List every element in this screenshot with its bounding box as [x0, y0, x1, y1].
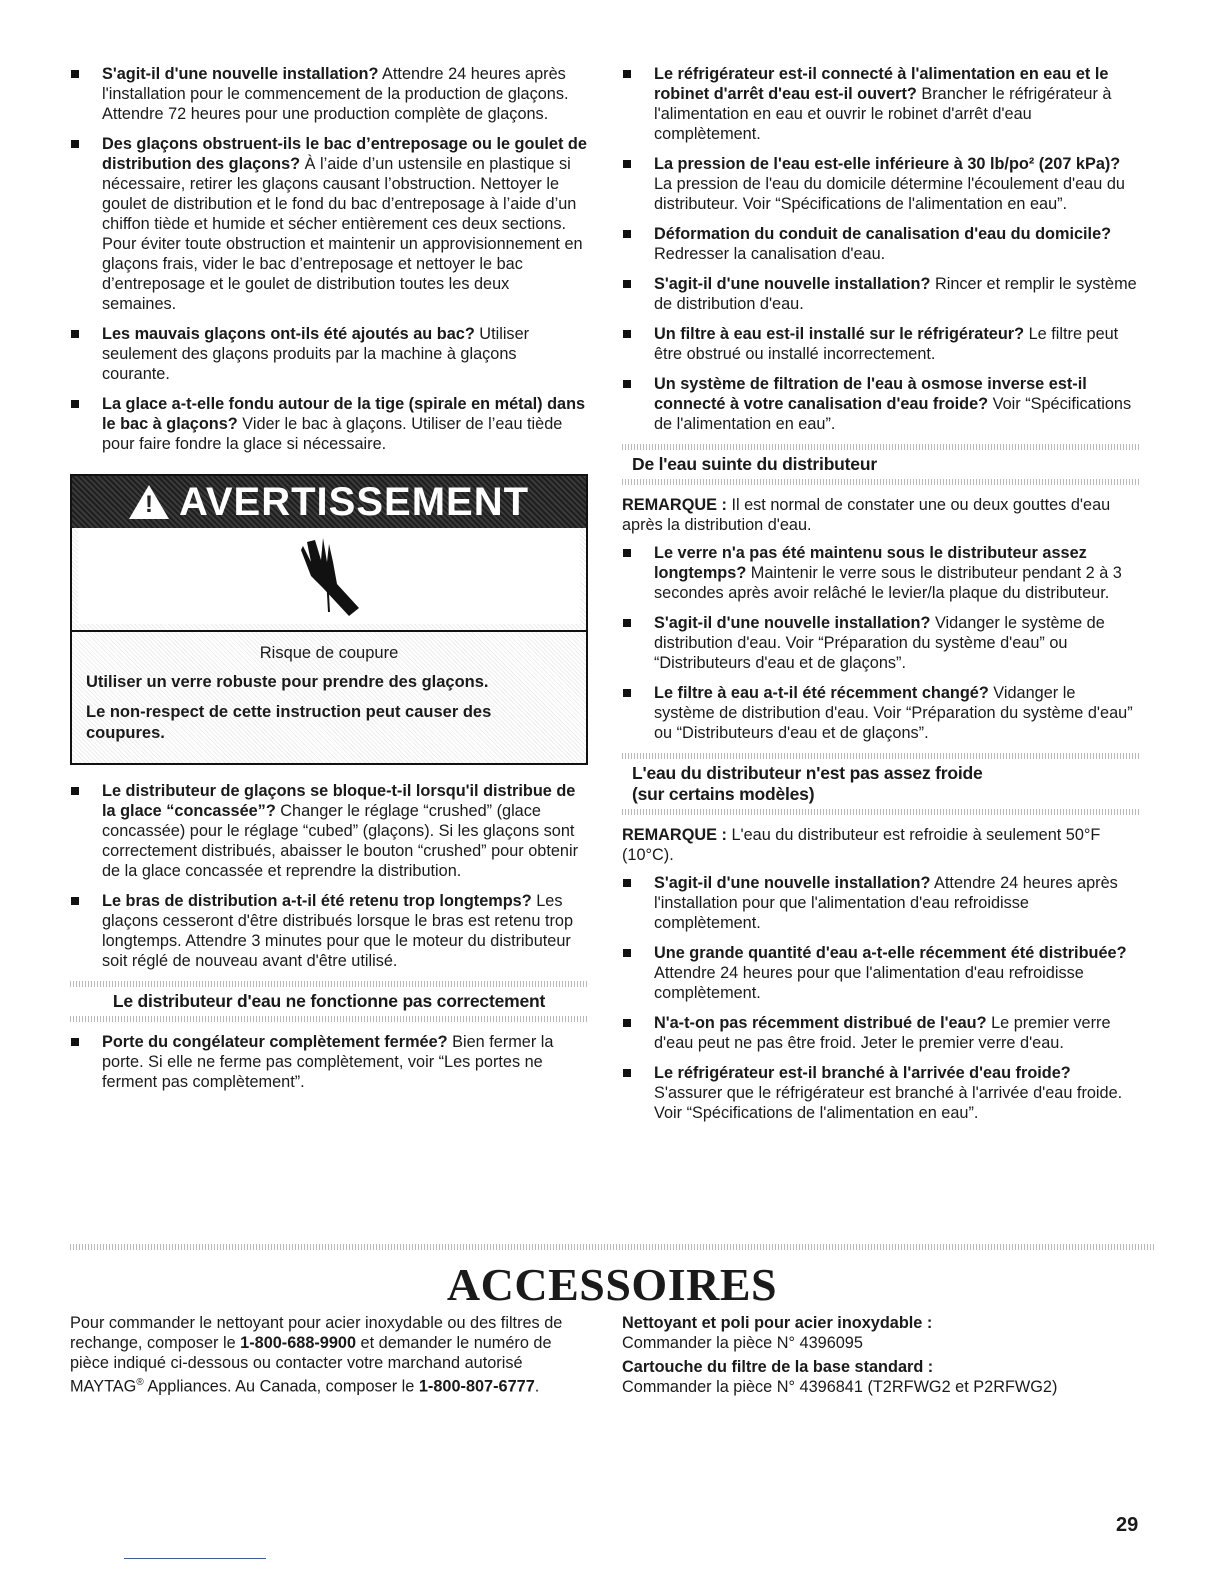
warning-instruction: Utiliser un verre robuste pour prendre des glaçons.	[86, 673, 489, 691]
warning-body	[72, 632, 586, 763]
warning-banner-text: AVERTISSEMENT	[178, 479, 530, 524]
dispenser-troubleshoot-list	[70, 781, 588, 971]
accessories-parts	[622, 1313, 1142, 1401]
accessories-title: ACCESSOIRES	[446, 1259, 778, 1310]
water-dispenser-list	[70, 1032, 588, 1092]
list-item: S'agit-il d'une nouvelle installation? Attendre 24 heures après l'installation pour le commencement de la production de glaçons. Attendre 72 heures pour une production complète de glaçons.	[70, 64, 588, 124]
warning-box	[70, 474, 588, 765]
divider	[70, 1016, 588, 1022]
left-column	[70, 64, 588, 1102]
note: REMARQUE : L'eau du distributeur est refroidie à seulement 50°F (10°C).	[622, 826, 1101, 864]
part-cleaner	[622, 1313, 1142, 1353]
list-item: Le bras de distribution a-t-il été retenu trop longtemps? Les glaçons cesseront d'être distribués lorsque le bras est retenu trop longtemps. Attendre 3 minutes pour que le moteur du distributeur soit réglé de nouveau avant d'être utilisé.	[70, 891, 588, 971]
part-number: Commander la pièce N° 4396095	[622, 1334, 863, 1352]
list-item: La glace a-t-elle fondu autour de la tige (spirale en métal) dans le bac à glaçons? Vider le bac à glaçons. Utiliser de l’eau tiède pour faire fondre la glace si nécessaire.	[70, 394, 588, 454]
cut-hand-icon	[293, 532, 365, 624]
footer-line	[124, 1558, 266, 1559]
divider	[70, 1244, 1154, 1250]
part-title: Cartouche du filtre de la base standard :	[622, 1358, 934, 1376]
list-item: S'agit-il d'une nouvelle installation? Vidanger le système de distribution d'eau. Voir “Préparation du système d'eau” ou “Distributeurs d'eau et de glaçons”.	[622, 613, 1140, 673]
page-number: 29	[1116, 1514, 1139, 1536]
divider	[622, 479, 1140, 485]
list-item: Une grande quantité d'eau a-t-elle récemment été distribuée? Attendre 24 heures pour que l'alimentation d'eau refroidisse complètement.	[622, 943, 1140, 1003]
accessories-intro: Pour commander le nettoyant pour acier inoxydable ou des filtres de rechange, composer le 1-800-688-9900 et demander le numéro de pièce indiqué ci-dessous ou contacter votre marchand autorisé MAYTAG® Appliances. Au Canada, composer le 1-800-807-6777.	[70, 1314, 563, 1396]
list-item: Le filtre à eau a-t-il été récemment changé? Vidanger le système de distribution d'eau. Voir “Préparation du système d'eau” ou “Distributeurs d'eau et de glaçons”.	[622, 683, 1140, 743]
warning-banner	[72, 476, 586, 528]
leak-list	[622, 543, 1140, 743]
list-item: Des glaçons obstruent-ils le bac d’entreposage ou le goulet de distribution des glaçons? À l’aide d’un ustensile en plastique si nécessaire, retirer les glaçons causant l’obstruction. Nettoyer le goulet de distribution et le fond du bac d’entreposage à l’aide d’un chiffon tiède et humide et sécher entièrement ces deux sections. Pour éviter toute obstruction et maintenir un approvisionnement en glaçons frais, vider le bac d’entreposage et nettoyer le bac d’entreposage et le goulet de distribution toutes les deux semaines.	[70, 134, 588, 314]
section-title-line: L'eau du distributeur n'est pas assez froide	[632, 763, 983, 783]
list-item: Un filtre à eau est-il installé sur le réfrigérateur? Le filtre peut être obstrué ou installé incorrectement.	[622, 324, 1140, 364]
warning-header	[72, 476, 586, 632]
right-column	[622, 64, 1140, 1133]
list-item: Un système de filtration de l'eau à osmose inverse est-il connecté à votre canalisation d'eau froide? Voir “Spécifications de l'alimentation en eau”.	[622, 374, 1140, 434]
list-item: Le réfrigérateur est-il branché à l'arrivée d'eau froide? S'assurer que le réfrigérateur est branché à l'arrivée d'eau froide. Voir “Spécifications de l'alimentation en eau”.	[622, 1063, 1140, 1123]
warning-illustration-area	[78, 528, 580, 624]
list-item: Les mauvais glaçons ont-ils été ajoutés au bac? Utiliser seulement des glaçons produits par la machine à glaçons courante.	[70, 324, 588, 384]
divider	[622, 809, 1140, 815]
warning-triangle-icon: !	[129, 485, 169, 519]
section-title: Le distributeur d'eau ne fonctionne pas correctement	[112, 991, 546, 1011]
list-item: N'a-t-on pas récemment distribué de l'eau? Le premier verre d'eau peut ne pas être froid. Jeter le premier verre d'eau.	[622, 1013, 1140, 1053]
list-item: La pression de l'eau est-elle inférieure à 30 lb/po² (207 kPa)? La pression de l'eau du domicile détermine l'écoulement d'eau du distributeur. Voir “Spécifications de l'alimentation en eau”.	[622, 154, 1140, 214]
section-title: De l'eau suinte du distributeur	[632, 454, 877, 474]
list-item: Le distributeur de glaçons se bloque-t-il lorsqu'il distribue de la glace “concassée”? Changer le réglage “crushed” (glace concassée) pour le réglage “cubed” (glaçons). Si les glaçons sont correctement distribués, abaisser le bouton “crushed” pour obtenir de la glace concassée et reprendre la distribution.	[70, 781, 588, 881]
phone-number-canada: 1-800-807-6777	[418, 1377, 535, 1396]
cold-water-list	[622, 873, 1140, 1123]
part-number: Commander la pièce N° 4396841 (T2RFWG2 et P2RFWG2)	[622, 1378, 1058, 1396]
section-title-line: (sur certains modèles)	[632, 784, 815, 804]
water-troubleshoot-list	[622, 64, 1140, 434]
part-filter	[622, 1357, 1142, 1397]
warning-risk: Risque de coupure	[259, 644, 399, 662]
part-title: Nettoyant et poli pour acier inoxydable :	[622, 1314, 933, 1332]
ice-troubleshoot-list	[70, 64, 588, 454]
list-item: Le verre n'a pas été maintenu sous le distributeur assez longtemps? Maintenir le verre sous le distributeur pendant 2 à 3 secondes après avoir relâché le levier/la plaque du distributeur.	[622, 543, 1140, 603]
section-title	[622, 759, 1140, 809]
phone-number-us: 1-800-688-9900	[240, 1334, 357, 1352]
list-item: Le réfrigérateur est-il connecté à l'alimentation en eau et le robinet d'arrêt d'eau est-il ouvert? Brancher le réfrigérateur à l'alimentation en eau et ouvrir le robinet d'arrêt d'eau complètement.	[622, 64, 1140, 144]
warning-consequence: Le non-respect de cette instruction peut causer des coupures.	[86, 703, 492, 742]
note: REMARQUE : Il est normal de constater une ou deux gouttes d'eau après la distribution d'eau.	[622, 496, 1111, 534]
list-item: Déformation du conduit de canalisation d'eau du domicile? Redresser la canalisation d'eau.	[622, 224, 1140, 264]
list-item: S'agit-il d'une nouvelle installation? Attendre 24 heures après l'installation pour que l'alimentation d'eau refroidisse complètement.	[622, 873, 1140, 933]
list-item: Porte du congélateur complètement fermée? Bien fermer la porte. Si elle ne ferme pas complètement, voir “Les portes ne ferment pas complètement”.	[70, 1032, 588, 1092]
list-item: S'agit-il d'une nouvelle installation? Rincer et remplir le système de distribution d'eau.	[622, 274, 1140, 314]
registered-mark: ®	[136, 1377, 144, 1388]
